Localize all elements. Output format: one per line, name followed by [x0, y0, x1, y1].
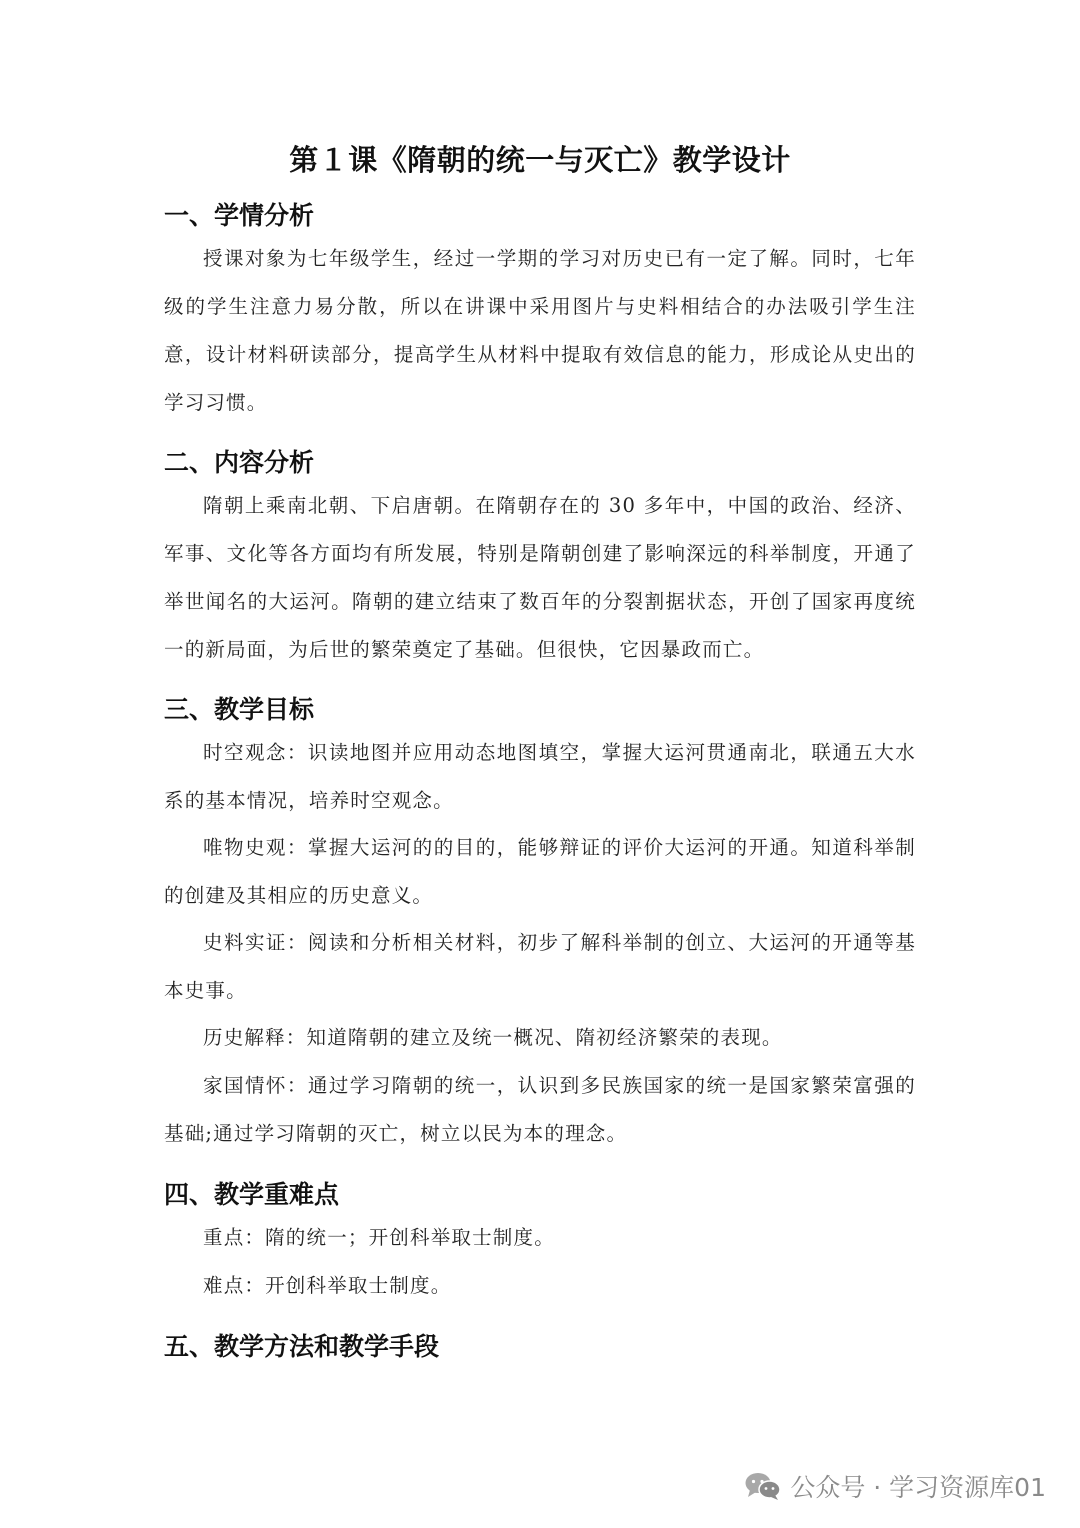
wechat-icon [744, 1471, 782, 1501]
section-heading-3: 三、教学目标 [164, 695, 315, 724]
section-4-paragraph-2: 难点：开创科举取士制度。 [203, 1274, 452, 1297]
section-3-paragraph-1: 时空观念：识读地图并应用动态地图填空，掌握大运河贯通南北，联通五大水系的基本情况，培养时空观念。 [164, 741, 916, 812]
section-3-paragraph-5: 家国情怀：通过学习隋朝的统一，认识到多民族国家的统一是国家繁荣富强的基础;通过学习隋朝的灭亡，树立以民为本的理念。 [164, 1074, 916, 1145]
wechat-watermark [744, 1466, 1046, 1506]
section-heading-1: 一、学情分析 [164, 201, 315, 230]
watermark-text: 公众号 · 学习资源库01 [790, 1473, 1046, 1502]
section-heading-4: 四、教学重难点 [164, 1180, 340, 1209]
section-2-paragraph-1: 隋朝上乘南北朝、下启唐朝。在隋朝存在的 30 多年中，中国的政治、经济、军事、文化等各方面均有所发展，特别是隋朝创建了影响深远的科举制度，开通了举世闻名的大运河。隋朝的建立结束了数百年的分裂割据状态，开创了国家再度统一的新局面，为后世的繁荣奠定了基础。但很快，它因暴政而亡。 [164, 494, 916, 661]
section-heading-2: 二、内容分析 [164, 448, 315, 477]
section-4-paragraph-1: 重点：隋的统一；开创科举取士制度。 [203, 1226, 555, 1249]
section-3-paragraph-3: 史料实证：阅读和分析相关材料，初步了解科举制的创立、大运河的开通等基本史事。 [164, 931, 916, 1002]
section-1-paragraph-1: 授课对象为七年级学生，经过一学期的学习对历史已有一定了解。同时，七年级的学生注意力易分散，所以在讲课中采用图片与史料相结合的办法吸引学生注意，设计材料研读部分，提高学生从材料中提取有效信息的能力，形成论从史出的学习习惯。 [164, 247, 916, 414]
document-title: 第１课《隋朝的统一与灭亡》教学设计 [289, 143, 791, 177]
section-3-paragraph-4: 历史解释：知道隋朝的建立及统一概况、隋初经济繁荣的表现。 [203, 1026, 783, 1049]
section-heading-5: 五、教学方法和教学手段 [164, 1332, 440, 1361]
section-3-paragraph-2: 唯物史观：掌握大运河的的目的，能够辩证的评价大运河的开通。知道科举制的创建及其相应的历史意义。 [164, 836, 916, 907]
